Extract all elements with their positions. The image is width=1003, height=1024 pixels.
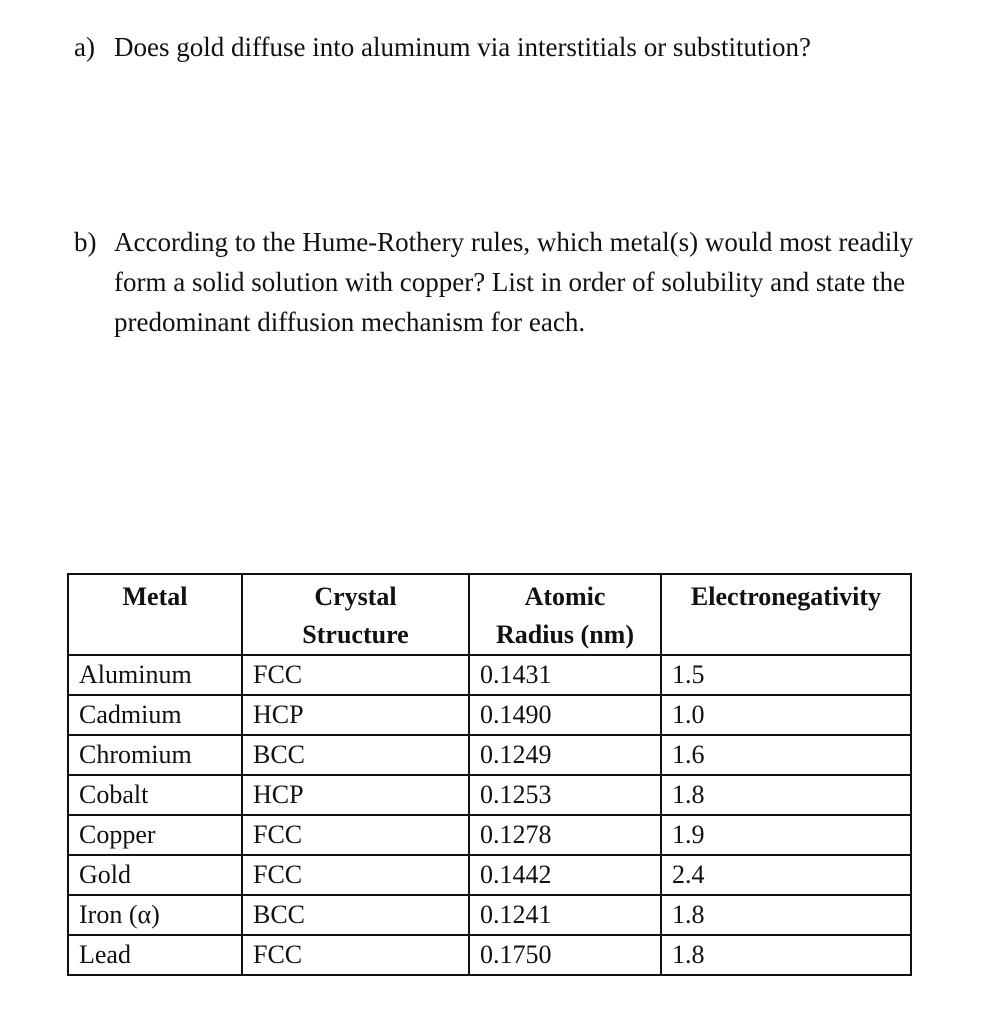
cell-radius: 0.1249	[469, 735, 661, 775]
cell-metal: Chromium	[68, 735, 242, 775]
table-row	[68, 815, 911, 855]
cell-electronegativity: 1.5	[661, 655, 911, 695]
header-electronegativity-label: Electronegativity	[690, 582, 882, 611]
cell-structure: HCP	[242, 695, 469, 735]
cell-electronegativity: 1.8	[661, 775, 911, 815]
question-a	[74, 27, 974, 67]
table-row	[68, 895, 911, 935]
cell-structure: FCC	[242, 855, 469, 895]
header-crystal-structure	[242, 574, 469, 655]
table-row	[68, 855, 911, 895]
cell-electronegativity: 1.8	[661, 895, 911, 935]
cell-radius: 0.1241	[469, 895, 661, 935]
cell-structure: FCC	[242, 815, 469, 855]
cell-metal: Iron (α)	[68, 895, 242, 935]
table-row	[68, 695, 911, 735]
cell-structure: FCC	[242, 655, 469, 695]
header-structure-line1: Crystal	[314, 582, 397, 611]
cell-metal: Gold	[68, 855, 242, 895]
cell-structure: FCC	[242, 935, 469, 975]
header-electronegativity	[661, 574, 911, 655]
cell-structure: HCP	[242, 775, 469, 815]
header-metal	[68, 574, 242, 655]
cell-radius: 0.1253	[469, 775, 661, 815]
header-atomic-radius	[469, 574, 661, 655]
cell-metal: Lead	[68, 935, 242, 975]
cell-electronegativity: 1.8	[661, 935, 911, 975]
table-header-row	[68, 574, 911, 655]
table-row	[68, 775, 911, 815]
cell-electronegativity: 1.9	[661, 815, 911, 855]
cell-structure: BCC	[242, 895, 469, 935]
cell-electronegativity: 2.4	[661, 855, 911, 895]
table-row	[68, 735, 911, 775]
cell-metal: Cadmium	[68, 695, 242, 735]
question-b-label: b)	[74, 227, 97, 257]
header-metal-label: Metal	[122, 582, 188, 611]
cell-metal: Copper	[68, 815, 242, 855]
metal-properties-table	[67, 573, 912, 976]
header-radius-line1: Atomic	[524, 582, 606, 611]
question-a-label: a)	[74, 32, 95, 62]
header-structure-line2: Structure	[302, 620, 409, 649]
header-radius-line2: Radius (nm)	[496, 620, 634, 649]
cell-radius: 0.1431	[469, 655, 661, 695]
question-a-text: Does gold diffuse into aluminum via interstitials or substitution?	[114, 32, 811, 62]
cell-radius: 0.1490	[469, 695, 661, 735]
table-row	[68, 655, 911, 695]
cell-structure: BCC	[242, 735, 469, 775]
cell-radius: 0.1442	[469, 855, 661, 895]
cell-radius: 0.1750	[469, 935, 661, 975]
question-b-text: According to the Hume-Rothery rules, which metal(s) would most readily form a solid solution with copper? List in order of solubility and state the predominant diffusion mechanism for each.	[114, 227, 914, 337]
cell-metal: Aluminum	[68, 655, 242, 695]
cell-electronegativity: 1.0	[661, 695, 911, 735]
question-b	[74, 222, 974, 342]
cell-electronegativity: 1.6	[661, 735, 911, 775]
cell-radius: 0.1278	[469, 815, 661, 855]
cell-metal: Cobalt	[68, 775, 242, 815]
table-row	[68, 935, 911, 975]
